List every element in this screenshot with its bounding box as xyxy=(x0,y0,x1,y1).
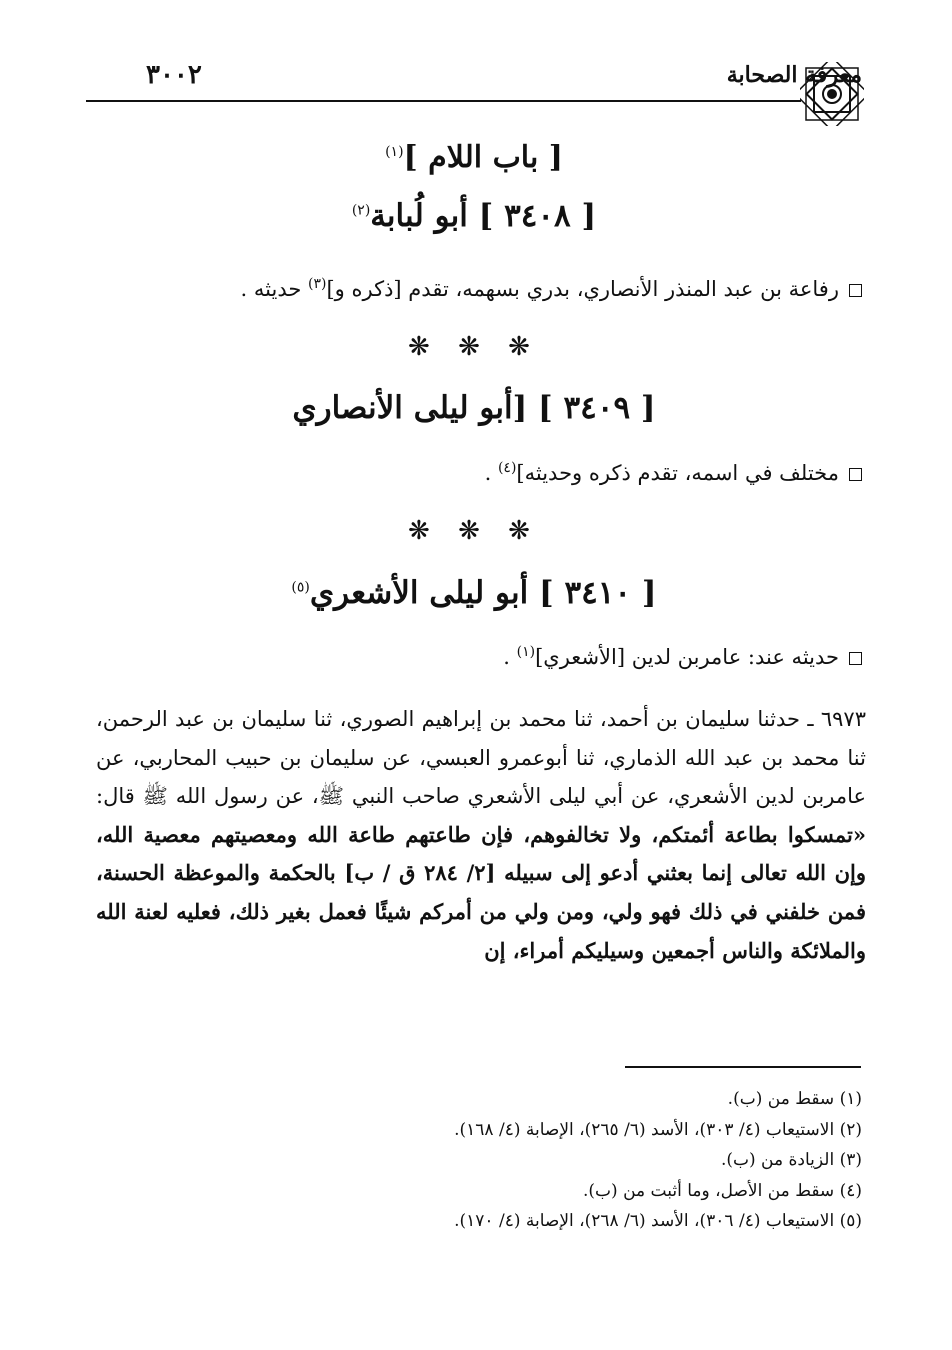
entry-note-end: حديثه . xyxy=(240,277,309,301)
entry-heading xyxy=(86,198,862,234)
footnote: (١) سقط من (ب). xyxy=(727,1089,862,1109)
hadith-number: ٦٩٧٣ xyxy=(820,707,866,731)
chapter-footnote-ref: (١) xyxy=(385,144,404,160)
hadith-text xyxy=(96,700,866,970)
entry-heading xyxy=(86,390,862,426)
entry-note-text: مختلف في اسمه، تقدم ذكره وحديثه] xyxy=(516,461,839,485)
page-header xyxy=(86,58,862,98)
footnote: (٤) سقط من الأصل، وما أثبت من (ب). xyxy=(583,1180,862,1201)
entry-note xyxy=(82,644,862,669)
entry-footnote-ref: (٢) xyxy=(351,202,371,219)
square-bullet-icon xyxy=(849,652,862,665)
note-footnote-ref: (٣) xyxy=(308,276,327,292)
separator-stars: ❋ ❋ ❋ xyxy=(408,332,540,362)
chapter-heading xyxy=(86,140,862,175)
footnote: (٢) الاستيعاب (٤/ ٣٠٣)، الأسد (٦/ ٢٦٥)، الإصابة (٤/ ١٦٨). xyxy=(454,1119,862,1140)
entry-footnote-ref: (٥) xyxy=(291,579,310,596)
entry-note-text: حديثه عند: عامربن لدين [الأشعري] xyxy=(535,645,839,669)
separator-stars: ❋ ❋ ❋ xyxy=(408,516,540,546)
entry-heading xyxy=(86,575,862,611)
square-bullet-icon xyxy=(849,284,862,297)
entry-note-text: رفاعة بن عبد المنذر الأنصاري، بدري بسهمه، تقدم [ذكره و] xyxy=(326,277,839,301)
footnote-rule xyxy=(625,1066,861,1068)
entry-note-end: . xyxy=(484,461,498,485)
footnote: (٣) الزيادة من (ب). xyxy=(720,1150,862,1170)
entry-note xyxy=(82,276,862,301)
square-bullet-icon xyxy=(849,468,862,481)
entry-note xyxy=(82,460,862,485)
entry-title: [ ٣٤٠٨ ] أبو لُبابة xyxy=(370,198,597,234)
chapter-title: [ باب اللام ] xyxy=(403,140,563,175)
footnote: (٥) الاستيعاب (٤/ ٣٠٦)، الأسد (٦/ ٢٦٨)، الإصابة (٤/ ١٧٠). xyxy=(454,1211,862,1231)
header-rule xyxy=(86,100,801,102)
footnotes xyxy=(86,1084,862,1237)
book-title: معرفة الصحابة xyxy=(726,62,862,88)
entry-note-end: . xyxy=(503,645,517,669)
entry-title: [ ٣٤١٠ ] أبو ليلى الأشعري xyxy=(309,575,657,611)
star-ornament-icon xyxy=(800,62,864,126)
page-number: ٣٠٠٢ xyxy=(146,60,202,90)
hadith-matn: «تمسكوا بطاعة أئمتكم، ولا تخالفوهم، فإن طاعتهم طاعة الله ومعصيتهم معصية الله، وإن الله تعالى إنما بعثني أدعو إلى سبيله [٢/ ٢٨٤ ق / ب] بالحكمة والموعظة الحسنة، فمن خلفني في ذلك فهو ولي، ومن ولي من أمركم شيئًا فعمل بغير ذلك، فعليه لعنة الله والملائكة والناس أجمعين وسيليكم أمراء، إن xyxy=(96,821,866,963)
entry-title: [ ٣٤٠٩ ] [أبو ليلى الأنصاري xyxy=(292,390,656,426)
note-footnote-ref: (١) xyxy=(516,644,536,660)
hadith-isnad: ـ حدثنا سليمان بن أحمد، ثنا محمد بن إبراهيم الصوري، ثنا سليمان بن عبد الرحمن، ثنا محمد بن عبد الله الذماري، ثنا أبوعمرو العبسي، عن سليمان بن حبيب المحاربي، عن عامربن لدين الأشعري، عن أبي ليلى الأشعري صاحب النبي ﷺ، عن رسول الله ﷺ قال: xyxy=(96,707,866,809)
note-footnote-ref: (٤) xyxy=(497,460,517,476)
